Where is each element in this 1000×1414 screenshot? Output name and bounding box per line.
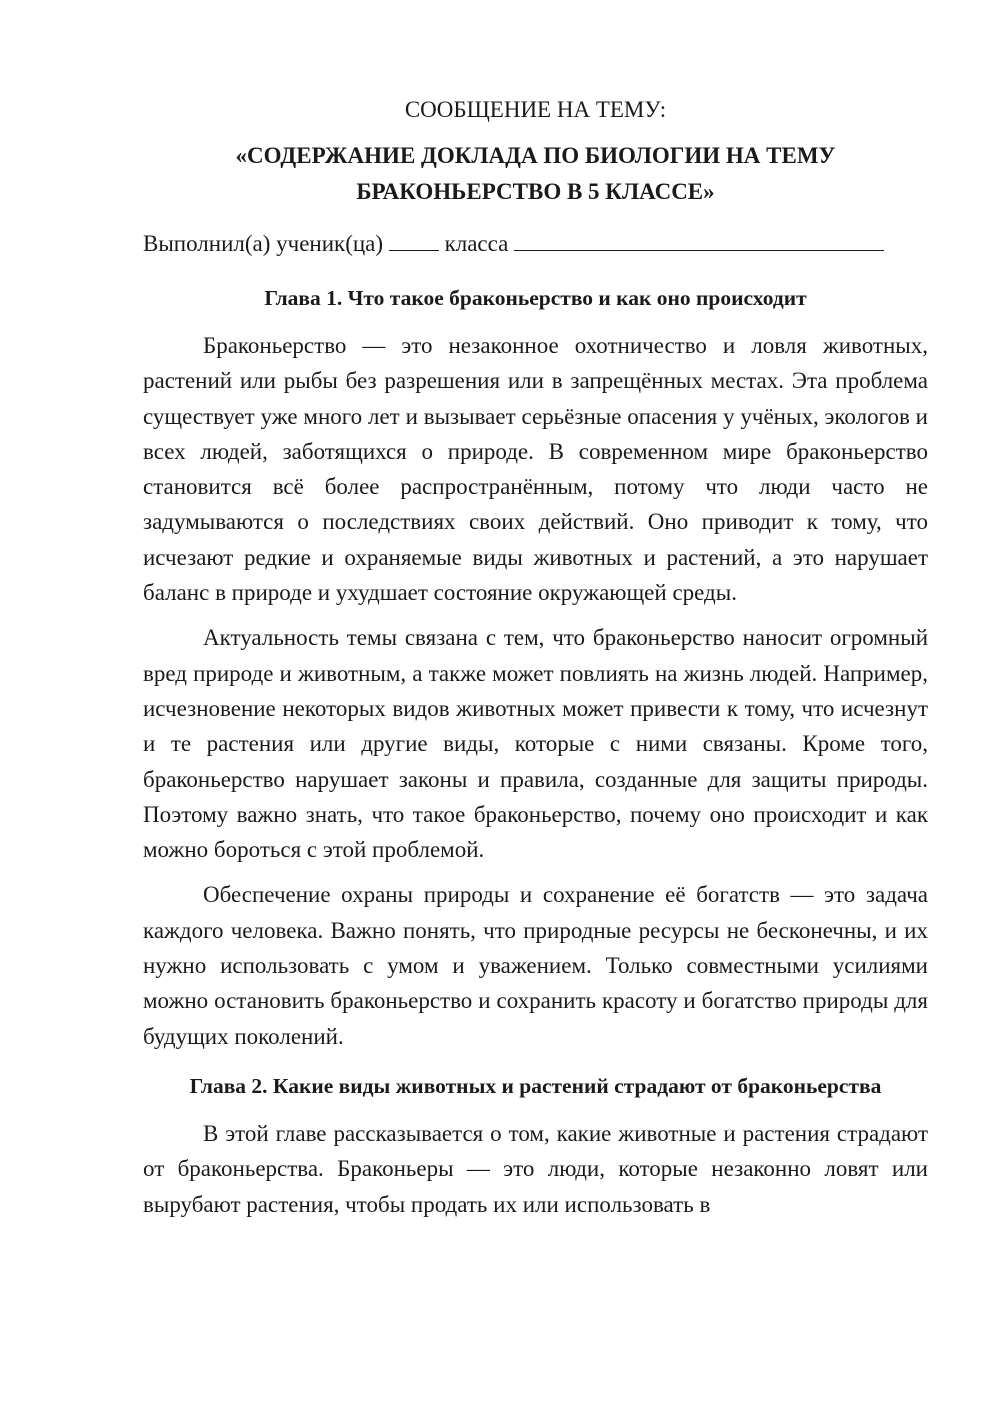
chapter-2-paragraph-1: В этой главе рассказывается о том, какие животные и растения страдают от браконьерства. Браконьеры — это люди, которые незаконно ловят или вырубают растения, чтобы продать их или использовать в (143, 1120, 928, 1217)
chapter-2-heading: Глава 2. Какие виды животных и растений страдают от браконьерства (189, 1073, 882, 1098)
author-line (143, 226, 928, 262)
chapter-1-paragraph-3: Обеспечение охраны природы и сохранение её богатств — это задача каждого человека. Важно понять, что природные ресурсы не бесконечны, и их нужно использовать с умом и уважением. Только совместными усилиями можно остановить браконьерство и сохранить красоту и богатство природы для будущих поколений. (143, 882, 928, 1049)
class-label: класса (444, 231, 509, 256)
chapter-1-paragraph-2: Актуальность темы связана с тем, что браконьерство наносит огромный вред природе и животным, а также может повлиять на жизнь людей. Например, исчезновение некоторых видов животных может привести к тому, что исчезнут и те растения или другие виды, которые с ними связаны. Кроме того, браконьерство нарушает законы и правила, созданные для защиты природы. Поэтому важно знать, что такое браконьерство, почему оно происходит и как можно бороться с этой проблемой. (143, 625, 928, 863)
chapter-1-paragraph-1: Браконьерство — это незаконное охотничество и ловля животных, растений или рыбы без разрешения или в запрещённых местах. Эта проблема существует уже много лет и вызывает серьёзные опасения у учёных, экологов и всех людей, заботящихся о природе. В современном мире браконьерство становится всё более распространённым, потому что люди часто не задумываются о последствиях своих действий. Оно приводит к тому, что исчезают редкие и охраняемые виды животных и растений, а это нарушает баланс в природе и ухудшает состояние окружающей среды. (143, 333, 928, 606)
class-number-blank (389, 228, 439, 251)
document-title-line-1: «СОДЕРЖАНИЕ ДОКЛАДА ПО БИОЛОГИИ НА ТЕМУ (235, 143, 836, 168)
document-title-line-2: БРАКОНЬЕРСТВО В 5 КЛАССЕ» (356, 179, 715, 204)
author-label: Выполнил(а) ученик(ца) (143, 231, 384, 256)
document-page (143, 92, 928, 1232)
student-name-blank (514, 228, 884, 251)
chapter-1-heading: Глава 1. Что такое браконьерство и как оно происходит (264, 286, 807, 310)
document-title (143, 138, 928, 210)
document-type-heading: СООБЩЕНИЕ НА ТЕМУ: (404, 97, 667, 122)
